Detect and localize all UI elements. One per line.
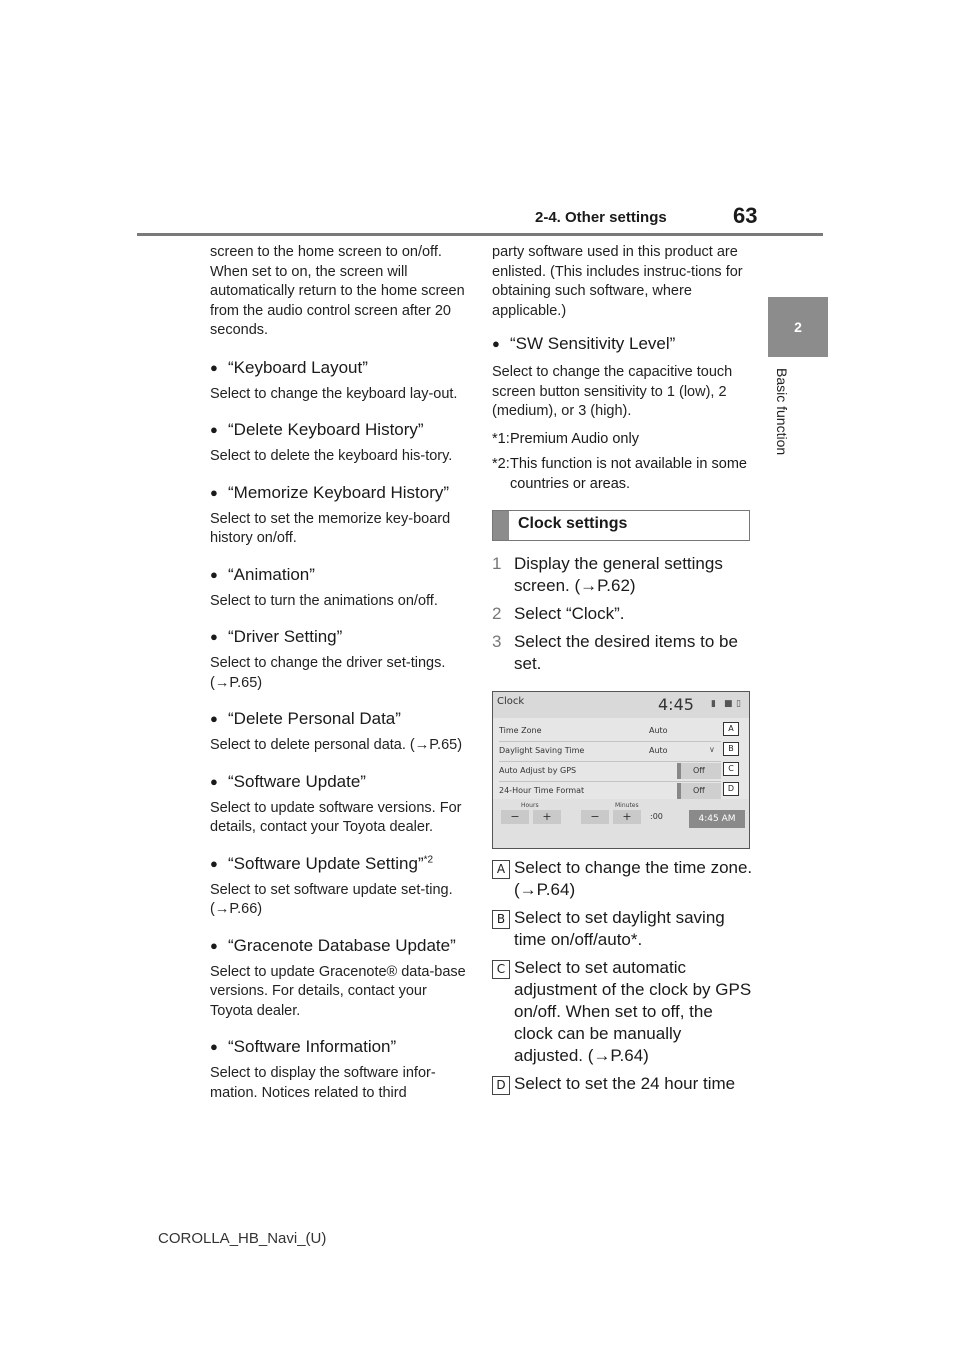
row-value: Auto [649,726,668,735]
callout-letter: B [492,910,510,929]
setting-item [210,771,468,838]
bullet-icon: ● [210,773,218,789]
setting-heading: “Memorize Keyboard History” [228,482,450,502]
row-label: 24-Hour Time Format [499,786,585,795]
bullet-icon: ● [210,422,218,437]
minutes-label: Minutes [615,802,639,809]
callout-description [492,957,754,1067]
setting-description: Select to set software update set-ting. (→P.66) [210,881,453,917]
setting-description: Select to change the driver set-tings. (→P.65) [210,655,446,691]
callout-a: A [723,722,739,736]
setting-heading: “Software Update” [228,771,366,791]
minutes-plus-button[interactable]: + [613,810,641,824]
setting-heading: “SW Sensitivity Level” [510,334,676,353]
bullet-icon: ● [210,937,218,953]
footnote [492,430,754,450]
step-number: 3 [492,632,502,651]
bullet-icon: ● [210,484,218,500]
setting-item [210,357,468,405]
setting-description: Select to update Gracenote® data-base versions. For details, contact your Toyota dealer. [210,963,466,1019]
row-label: Auto Adjust by GPS [499,766,577,775]
setting-heading: “Gracenote Database Update” [228,935,456,955]
callout-text: Select to set automatic adjustment of the clock by GPS on/off. When set to off, the clock can be manually adjusted. (→P.64) [514,958,752,1065]
chapter-label [770,368,792,478]
callout-b: B [723,742,739,756]
page-number: 63 [733,203,758,228]
step [492,553,754,597]
signal-icon: ▮ [711,699,716,709]
setting-item [210,419,468,467]
setting-heading: “Delete Keyboard History” [228,420,424,439]
minutes-minus-button[interactable]: − [581,810,609,824]
setting-item [210,482,468,549]
step [492,603,754,625]
row-label: Time Zone [499,726,542,735]
footnote-mark: *1: [492,430,510,447]
setting-item [210,853,468,920]
callout-text: Select to change the time zone. (→P.64) [514,858,753,899]
right-column [492,243,754,1095]
setting-description: Select to change the keyboard lay-out. [210,385,458,402]
setting-description: Select to update software versions. For details, contact your Toyota dealer. [210,799,462,835]
chapter-tab: 2 [768,297,828,357]
continued-text: party software used in this product are enlisted. (This includes instruc-tions for obtaining such software, where applicable.) [492,244,743,319]
step-number: 1 [492,554,502,573]
screen-title: Clock [497,696,525,707]
battery-icon: ▯ [736,699,741,709]
reset-minutes-button[interactable]: :00 [650,812,663,821]
toggle-indicator [677,783,681,799]
setting-item [210,1036,468,1103]
step-number: 2 [492,604,502,623]
footnote-text: This function is not available in some countries or areas. [510,456,747,492]
daylight-saving-row[interactable] [499,742,721,762]
lock-icon: ■ [724,699,733,709]
section-title: 2-4. Other settings [535,209,667,226]
setting-description: Select to set the memorize key-board history on/off. [210,510,451,546]
bullet-icon: ● [210,566,218,582]
chevron-down-icon: ∨ [709,745,715,754]
time-display: 4:45 AM [689,810,745,828]
setting-description: Select to change the capacitive touch screen button sensitivity to 1 (low), 2 (medium), or 3 (high). [492,364,733,419]
clock-screen-screenshot [492,691,750,849]
toggle-indicator [677,763,681,779]
bullet-icon: ● [492,336,500,351]
steps [492,553,754,675]
callout-text: Select to set daylight saving time on/off/auto*. [514,908,725,949]
setting-heading: “Animation” [228,564,315,584]
callout-d: D [723,782,739,796]
time-zone-row[interactable] [499,722,721,742]
setting-description: Select to turn the animations on/off. [210,592,438,609]
bullet-icon: ● [210,629,218,644]
setting-item [210,564,468,612]
step [492,631,754,675]
setting-description: Select to delete the keyboard his-tory. [210,448,453,464]
step-text: Select “Clock”. [514,604,625,623]
callout-description [492,1073,754,1095]
clock-settings-heading: Clock settings [518,515,628,532]
callout-letter: D [492,1076,510,1095]
setting-heading: “Delete Personal Data” [228,709,401,728]
setting-item [210,708,468,756]
row-label: Daylight Saving Time [499,746,585,755]
intro-text: screen to the home screen to on/off. When set to on, the screen will automatically return to the home screen from the audio control screen after 20 seconds. [210,244,465,338]
setting-heading: “Software Update Setting” [228,853,424,873]
screen-clock: 4:45 [658,695,694,714]
footnote-ref: *2 [423,853,434,865]
setting-description: Select to delete personal data. (→P.65) [210,737,463,753]
callout-text: Select to set the 24 hour time [514,1074,736,1093]
bullet-icon: ● [210,1039,218,1054]
hours-plus-button[interactable]: + [533,810,561,824]
callout-letter: A [492,860,510,879]
footnote-mark: *2: [492,456,510,472]
bullet-icon: ● [210,711,218,726]
callout-descriptions [492,857,754,1095]
setting-heading: “Software Information” [228,1037,397,1056]
toggle-value: Off [693,786,705,795]
bullet-icon: ● [210,359,218,375]
callout-description [492,907,754,951]
setting-description: Select to display the software infor-mation. Notices related to third [210,1065,436,1101]
row-value: Auto [649,746,668,755]
callout-letter: C [492,960,510,979]
callout-c: C [723,762,739,776]
setting-item [210,626,468,693]
hours-minus-button[interactable]: − [501,810,529,824]
left-column [210,243,468,1103]
setting-heading: “Driver Setting” [228,627,343,646]
header-divider [137,233,823,236]
clock-settings-heading-box [492,510,750,541]
callout-description [492,857,754,901]
footnote-text: Premium Audio only [510,430,639,447]
step-text: Select the desired items to be set. [514,632,738,673]
footnote [492,455,754,494]
step-text: Display the general settings screen. (→P.62) [514,554,723,595]
toggle-value: Off [693,766,705,775]
toggle-switch[interactable] [677,763,721,779]
setting-heading: “Keyboard Layout” [228,357,368,377]
document-code: COROLLA_HB_Navi_(U) [158,1230,327,1247]
chapter-label-text: Basic function [774,368,790,456]
toggle-switch[interactable] [677,783,721,799]
setting-item [210,935,468,1022]
auto-adjust-gps-row[interactable] [499,762,721,782]
bullet-icon: ● [210,855,218,871]
heading-bar [493,511,509,540]
hours-label: Hours [521,802,539,809]
